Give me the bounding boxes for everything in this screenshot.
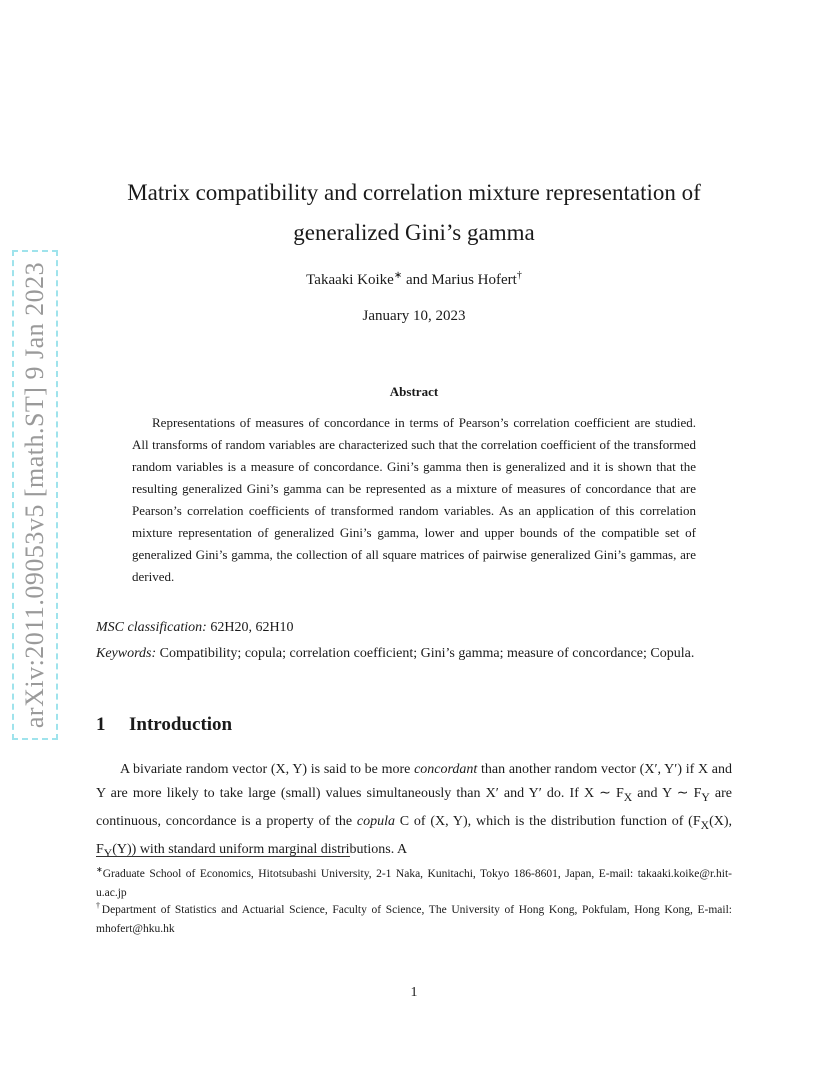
footnote-2-text: Department of Statistics and Actuarial Science, Faculty of Science, The University of Hong Kong, Pokfulam, Hong Kong, E-mail: mhofert@hku.hk (96, 903, 732, 935)
intro-subscript: X (700, 818, 710, 832)
abstract-text: Representations of measures of concordance in terms of Pearson’s correlation coefficient are studied. All transforms of random variables are characterized such that the correlation coefficient of the transformed random variables is a measure of concordance. Gini’s gamma then is generalized and it is shown that the resulting generalized Gini’s gamma can be represented as a mixture of measures of concordance that are Pearson’s correlation coefficients of transformed random variables. As an application of this correlation mixture representation of generalized Gini’s gamma, lower and upper bounds of the compatible set of generalized Gini’s gamma, the collection of all square matrices of pairwise generalized Gini’s gammas, are derived. (132, 415, 696, 584)
author-separator: and (402, 272, 432, 288)
footnote-1-text: Graduate School of Economics, Hitotsubashi University, 2-1 Naka, Kunitachi, Tokyo 186-8601, Japan, E-mail: takaaki.koike@r.hit-u.ac.jp (96, 867, 732, 899)
intro-text: A bivariate random vector (X, Y) is said to be more (120, 762, 415, 777)
keywords (96, 642, 732, 665)
arxiv-identifier-text: arXiv:2011.09053v5 [math.ST] 9 Jan 2023 (20, 261, 49, 729)
intro-emphasis: copula (356, 813, 396, 829)
authors (96, 270, 732, 289)
footnote-1-mark: ∗ (96, 865, 103, 874)
intro-subscript: X (623, 790, 633, 804)
section-title: Introduction (129, 714, 233, 735)
keywords-value: Compatibility; copula; correlation coefficient; Gini’s gamma; measure of concordance; Copula. (156, 646, 695, 661)
section-number: 1 (96, 714, 106, 735)
arxiv-identifier (12, 250, 58, 740)
footnote-2-mark: † (96, 901, 102, 910)
intro-text: C of (X, Y), which is the distribution function of (F (395, 813, 701, 829)
paper-title (96, 173, 732, 253)
page-number: 1 (410, 985, 418, 1000)
abstract-heading: Abstract (389, 384, 439, 399)
intro-subscript: Y (103, 846, 113, 860)
intro-subscript: Y (701, 790, 710, 804)
footnote-2 (96, 896, 732, 939)
intro-text: (Y)) with standard uniform marginal distributions. A (112, 841, 408, 857)
msc-value: 62H20, 62H10 (206, 620, 294, 635)
intro-text: and Y ∼ F (632, 786, 702, 801)
title-line-2: generalized Gini’s gamma (293, 220, 535, 245)
author-2: Marius Hofert (431, 272, 517, 288)
title-line-1: Matrix compatibility and correlation mixture representation of (127, 180, 701, 205)
intro-text: than another random vector (X′, Y′) if X and Y are more likely to take large (small) values simultaneously than X′ and Y′ do. If X ∼ F (96, 762, 733, 801)
author-2-mark: † (516, 270, 522, 281)
intro-text: are continuous, concordance is a property of the (96, 786, 732, 829)
intro-paragraph (96, 758, 732, 865)
section-heading (96, 714, 232, 736)
footnote-rule (96, 856, 350, 857)
paper-date: January 10, 2023 (362, 308, 466, 324)
intro-text: (X), F (96, 813, 732, 857)
keywords-label: Keywords: (96, 646, 157, 661)
author-1-mark: ∗ (393, 270, 403, 281)
author-1: Takaaki Koike (306, 272, 394, 288)
msc-label: MSC classification: (96, 620, 207, 635)
msc-classification (96, 620, 732, 636)
intro-emphasis: concordant (414, 762, 478, 777)
